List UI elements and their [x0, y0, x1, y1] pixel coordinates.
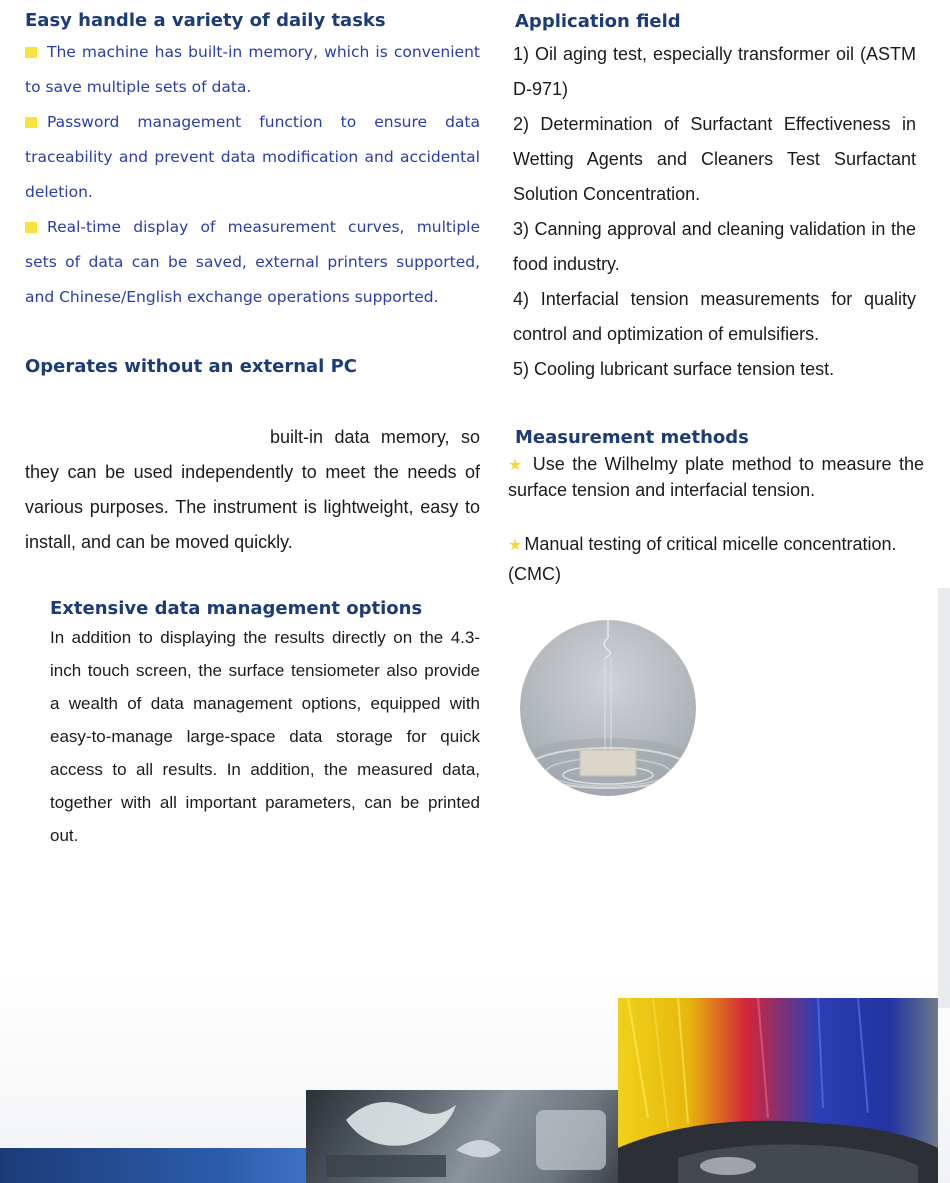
application-item-1: 1) Oil aging test, especially transformer oil (ASTM D-971) [513, 44, 916, 99]
application-item-2: 2) Determination of Surfactant Effectiveness in Wetting Agents and Cleaners Test Surfactant Solution Concentration. [513, 114, 916, 204]
car-wash-illustration [618, 998, 938, 1183]
application-heading: Application field [515, 11, 681, 32]
daily-task-item-3: Real-time display of measurement curves, multiple sets of data can be saved, external printers supported, and Chinese/English exchange operations supported. [25, 218, 480, 306]
machining-coolant-photo [306, 1090, 622, 1183]
yellow-square-icon [25, 117, 37, 128]
application-item-5: 5) Cooling lubricant surface tension test. [513, 359, 835, 379]
daily-tasks-heading: Easy handle a variety of daily tasks [25, 10, 386, 31]
daily-task-item-1: The machine has built-in memory, which is convenient to save multiple sets of data. [25, 43, 480, 96]
daily-task-item-2: Password management function to ensure data traceability and prevent data modification and accidental deletion. [25, 113, 480, 201]
yellow-square-icon [25, 222, 37, 233]
external-pc-paragraph: built-in data memory, so they can be used independently to meet the needs of various purposes. The instrument is lightweight, easy to install, and can be moved quickly. [25, 427, 480, 552]
application-item-4: 4) Interfacial tension measurements for quality control and optimization of emulsifiers. [513, 289, 916, 344]
coolant-splash-illustration [306, 1090, 622, 1183]
application-list [513, 37, 916, 387]
daily-tasks-list [25, 35, 480, 315]
wilhelmy-plate-illustration [520, 620, 696, 796]
yellow-square-icon [25, 47, 37, 58]
method-item-1: ★ Use the Wilhelmy plate method to measure the surface tension and interfacial tension. [508, 454, 924, 500]
external-pc-heading: Operates without an external PC [25, 356, 358, 377]
car-wash-photo [618, 998, 938, 1183]
star-icon: ★ [508, 457, 525, 474]
footer-blue-strip [0, 1148, 320, 1183]
application-item-3: 3) Canning approval and cleaning validation in the food industry. [513, 219, 916, 274]
data-management-paragraph: In addition to displaying the results directly on the 4.3-inch touch screen, the surface tensiometer also provide a wealth of data management options, equipped with easy-to-manage large-space data storage for quick access to all results. In addition, the measured data, together with all important parameters, can be printed out. [50, 628, 480, 845]
wilhelmy-plate-photo [520, 620, 696, 796]
methods-heading: Measurement methods [515, 427, 749, 448]
page-edge-shade [938, 588, 950, 1008]
star-icon: ★ [508, 537, 523, 554]
method-item-2: ★ Manual testing of critical micelle concentration. (CMC) [508, 534, 897, 584]
data-management-heading: Extensive data management options [50, 598, 423, 619]
